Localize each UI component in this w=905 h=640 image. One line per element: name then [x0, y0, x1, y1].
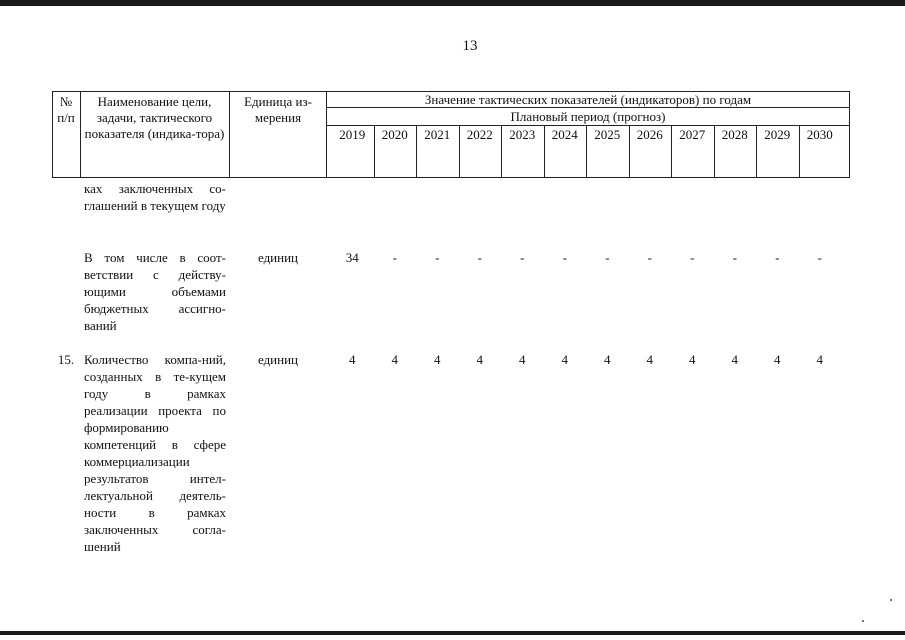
- value-2020: 4: [391, 352, 398, 367]
- header-divider-num: [80, 91, 81, 178]
- value-2027: 4: [689, 352, 696, 367]
- row-15-num: 15.: [57, 352, 75, 367]
- value-2021: -: [435, 250, 440, 265]
- value-2028: 4: [731, 352, 738, 367]
- value-2019: 34: [345, 250, 359, 265]
- year-header-2020: 2020: [381, 127, 408, 142]
- value-2025: -: [605, 250, 610, 265]
- year-header-2025: 2025: [594, 127, 621, 142]
- row-subitem-unit: единиц: [257, 250, 299, 265]
- value-2022: -: [477, 250, 482, 265]
- value-2020: -: [392, 250, 397, 265]
- value-2025: 4: [604, 352, 611, 367]
- row-15-unit: единиц: [257, 352, 299, 367]
- year-header-2028: 2028: [721, 127, 748, 142]
- page-number: 13: [462, 38, 478, 54]
- value-2027: -: [690, 250, 695, 265]
- row-subitem-name: В том числе в соот-ветствии с действу-ющими объемами бюджетных ассигно-ваний: [84, 250, 226, 333]
- year-header-2027: 2027: [679, 127, 706, 142]
- top-border: [0, 0, 905, 6]
- year-header-2019: 2019: [339, 127, 366, 142]
- value-2022: 4: [476, 352, 483, 367]
- value-2030: -: [817, 250, 822, 265]
- year-header-2026: 2026: [636, 127, 663, 142]
- header-name: Наименование цели, задачи, тактического показателя (индика-тора): [84, 94, 225, 141]
- row-continuation-name: ках заключенных со-глашений в текущем году: [84, 181, 226, 213]
- value-2024: 4: [561, 352, 568, 367]
- value-2026: 4: [646, 352, 653, 367]
- header-num: № п/п: [57, 94, 75, 125]
- header-line-2: [326, 125, 850, 126]
- value-2021: 4: [434, 352, 441, 367]
- header-values: Значение тактических показателей (индикаторов) по годам: [424, 92, 752, 107]
- year-header-2021: 2021: [424, 127, 451, 142]
- year-header-2023: 2023: [509, 127, 536, 142]
- value-2029: 4: [774, 352, 781, 367]
- value-2028: -: [732, 250, 737, 265]
- header-unit: Единица из-мерения: [244, 94, 312, 125]
- scan-speck: [862, 620, 864, 622]
- value-2024: -: [562, 250, 567, 265]
- header-period: Плановый период (прогноз): [510, 109, 666, 124]
- row-15-name: Количество компа-ний, созданных в те-кущем году в рамках реализации проекта по формированию компетенций в сфере коммерциализации результатов интел-лектуальной деятель-ности в рамках заключенных согла-шений: [84, 352, 226, 554]
- value-2030: 4: [816, 352, 823, 367]
- bottom-border: [0, 631, 905, 635]
- value-2019: 4: [349, 352, 356, 367]
- header-divider-name: [229, 91, 230, 178]
- scan-speck: [890, 599, 892, 601]
- value-2026: -: [647, 250, 652, 265]
- year-header-2022: 2022: [466, 127, 493, 142]
- year-header-2030: 2030: [806, 127, 833, 142]
- value-2023: 4: [519, 352, 526, 367]
- year-header-2029: 2029: [764, 127, 791, 142]
- value-2029: -: [775, 250, 780, 265]
- value-2023: -: [520, 250, 525, 265]
- year-header-2024: 2024: [551, 127, 578, 142]
